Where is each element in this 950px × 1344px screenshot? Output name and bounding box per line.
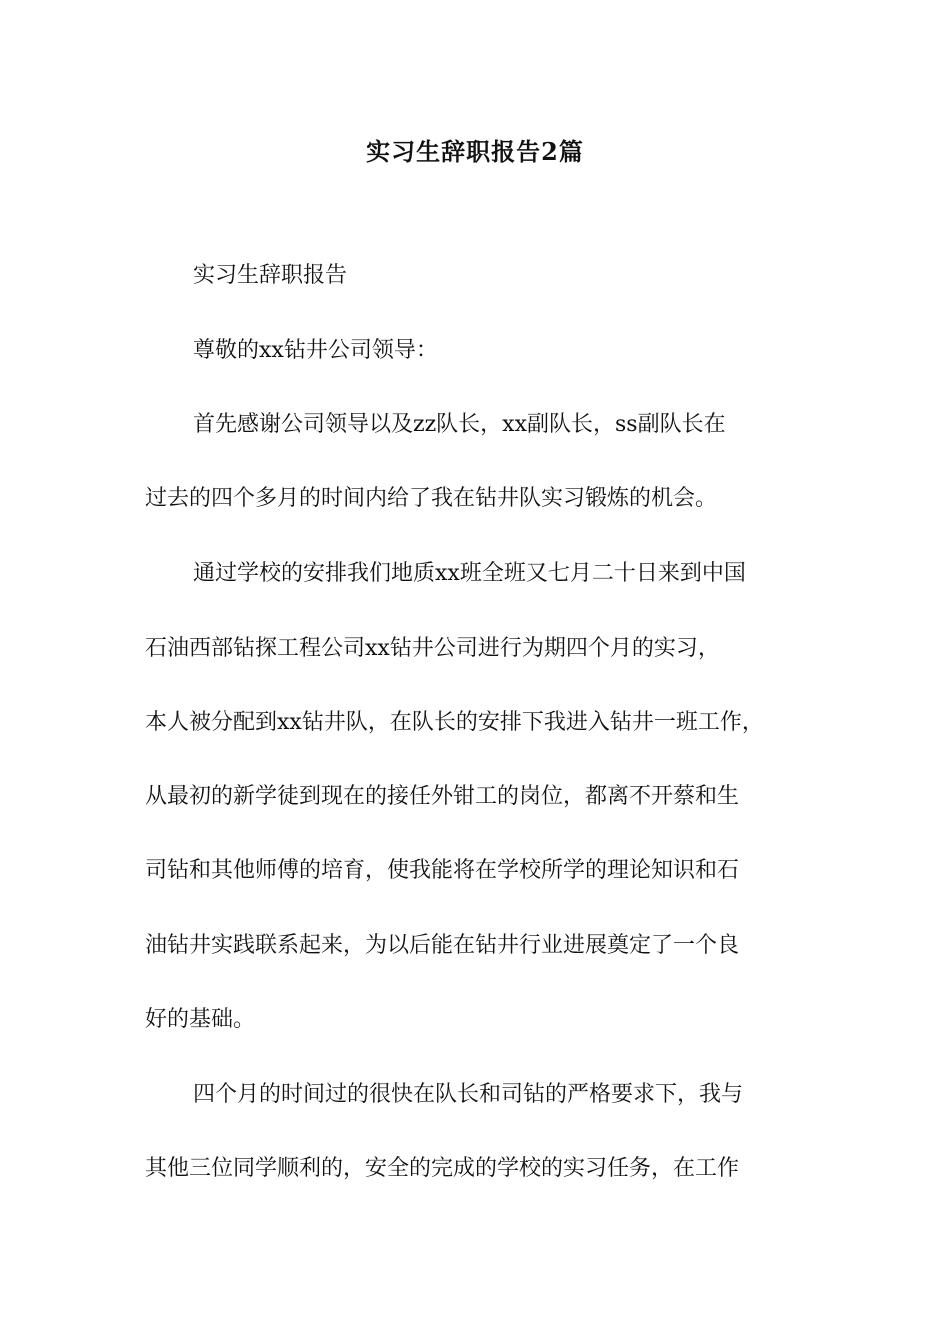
- paragraph-line: 本人被分配到xx钻井队，在队长的安排下我进入钻井一班工作，: [145, 710, 764, 735]
- salutation-line: 尊敬的xx钻井公司领导：: [193, 338, 438, 363]
- paragraph-line: 油钻井实践联系起来，为以后能在钻井行业进展奠定了一个良: [145, 933, 740, 958]
- paragraph-line: 通过学校的安排我们地质xx班全班又七月二十日来到中国: [193, 561, 746, 586]
- paragraph-line: 从最初的新学徒到现在的接任外钳工的岗位，都离不开蔡和生: [145, 784, 740, 809]
- paragraph-line: 过去的四个多月的时间内给了我在钻井队实习锻炼的机会。: [145, 486, 718, 511]
- paragraph-line: 四个月的时间过的很快在队长和司钻的严格要求下，我与: [193, 1082, 744, 1107]
- document-title: 实习生辞职报告2篇: [366, 137, 584, 166]
- paragraph-line: 石油西部钻探工程公司xx钻井公司进行为期四个月的实习，: [145, 636, 720, 661]
- paragraph-line: 其他三位同学顺利的，安全的完成的学校的实习任务，在工作: [145, 1156, 740, 1181]
- paragraph-line: 司钻和其他师傅的培育，使我能将在学校所学的理论知识和石: [145, 858, 740, 883]
- paragraph-line: 好的基础。: [145, 1007, 256, 1032]
- paragraph-line: 首先感谢公司领导以及zz队长，xx副队长，ss副队长在: [193, 412, 726, 437]
- section-heading: 实习生辞职报告: [193, 263, 348, 288]
